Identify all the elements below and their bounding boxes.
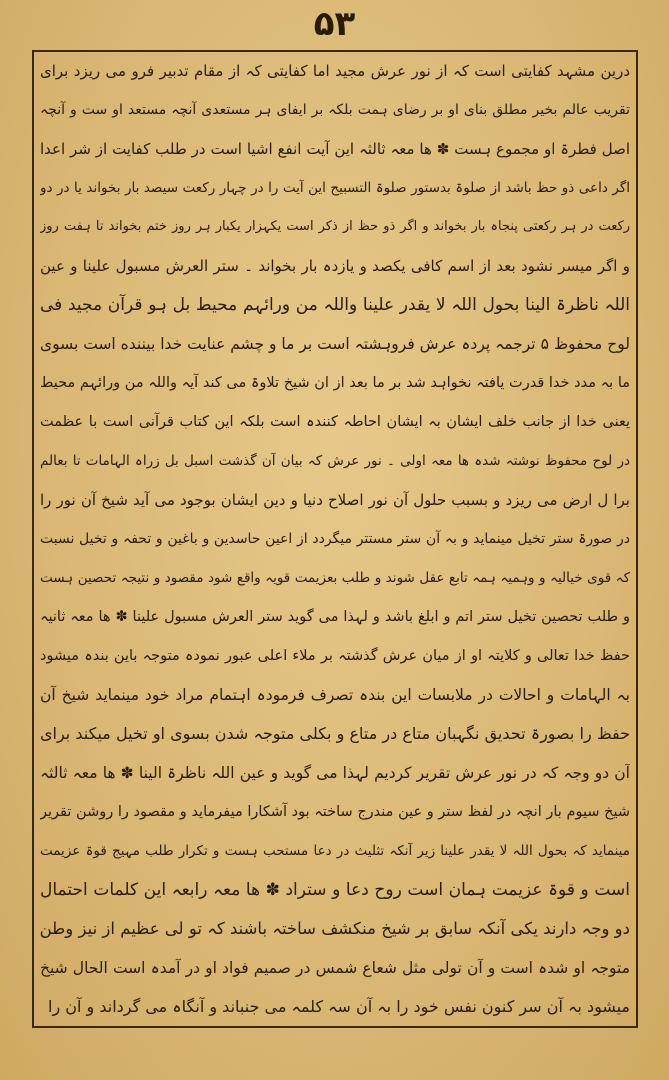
text-line: است و قوۃ عزیمت ہمان است روح دعا و ستراد ✽ ھا معہ رابعہ این کلمات احتمال [40, 880, 630, 900]
text-line: مینماید کہ بحول اللہ لا یقدر علینا زیر آنکہ تثلیث در دعا مستحب ہست و تکرار طلب مہیج قوۃ عزیمت [40, 843, 630, 859]
text-line: حفظ خدا تعالی و کلایتہ او از میان عرش گذشتہ بر ملاء اعلی عبور نمودہ متوجہ باین بندہ میشود [40, 648, 630, 664]
text-body [40, 56, 630, 1022]
text-line: ما بہ مدد خدا قدرت یافتہ نخواہد شد بر ما بعد از ان شیخ تلاوۃ می کند آیہ واللہ من ورائہم محیط [40, 375, 630, 391]
text-line: اللہ ناظرۃ الینا بحول اللہ لا یقدر علینا واللہ من ورائہم محیط بل ہو قرآن مجید فی [40, 295, 630, 315]
text-line: لوح محفوظ ۵ ترجمہ پردہ عرش فروہشتہ است بر ما و چشم عنایت خدا بیننده است بسوی [40, 335, 630, 353]
text-line: میشود بہ آن سر کنون نفس خود را بہ آن سہ کلمہ می جنباند و آنگاہ می گرداند و آن را [48, 997, 630, 1016]
text-line: و اگر میسر نشود بعد از اسم کافی یکصد و یازدہ بار بخواند ۔ ستر العرش مسبول علینا و عین [40, 257, 630, 275]
text-line: و طلب تحصین تخیل ستر اتم و ابلغ باشد و لہذا می گوید ستر العرش مسبول علینا ✽ ھا معہ ثانیہ [40, 609, 630, 625]
text-line: کہ قوی خیالیہ و وہمیہ ہمہ تابع عقل شوند و طلب بعزیمت قویہ واقع شود مقصود و نتیجہ تحصین ہست [40, 570, 630, 586]
text-line: رکعت در ہر رکعتی پنجاہ بار بخواند و اگر ذو حظ از ذکر است یکہزار یکبار ہر روز ختم بخواند تا ہفت روز [40, 219, 630, 234]
text-line: اگر داعی ذو حظ باشد از صلوۃ بدستور صلوۃ التسبیح این آیت را در چہار رکعت سیصد بار بخواند یا در دو [40, 180, 630, 196]
text-line: یعنی خدا از جانب خلف ایشان بہ ایشان احاطہ کنندہ است بلکہ این کتاب قرآنی است با عظمت [40, 414, 630, 430]
text-line: متوجہ او شدہ است و آن تولی مثل شعاع شمس در صمیم فواد او در آمدہ است الحال شیخ [40, 959, 630, 977]
text-line: آن دو وجہ کہ در نور عرش تقریر کردیم لہذا می گوید و عین اللہ ناظرۃ الینا ✽ ھا معہ ثالثہ [40, 764, 630, 782]
text-line: درین مشہد کفایتی است کہ از نور عرش مجید اما کفایتی کہ از مقام تدبیر فرو می ریزد برای [40, 62, 630, 80]
text-line: شیخ سیوم بار انچہ در لفظ ستر و عین مندرج ساختہ بود آشکارا میفرماید و مقصود را روشن تقریر [40, 804, 630, 820]
text-line: بہ الہامات و احالات در ملابسات این بندہ تصرف فرمودہ اہتمام مراد خود مینماید شیخ آن [40, 686, 630, 704]
text-line: در صورۃ ستر تخیل مینماید و بہ آن ستر مستتر میگردد از اعین حاسدین و باغین و تحفہ و تخیل نسبت [40, 531, 630, 547]
text-line: حفظ را بصورۃ تحدیق نگہبان متاع در متاع و بکلی متوجہ شدن بسوی او تخیل میکند برای [40, 724, 630, 743]
text-frame [32, 50, 638, 1028]
text-line: اصل فطرۃ او مجموع ہست ✽ ھا معہ ثالثہ این آیت انفع اشیا است در طلب کفایت از شر اعدا [40, 140, 630, 158]
text-line: دو وجہ دارند یکی آنکہ سابق بر شیخ منکشف ساختہ باشند کہ تو لی عظیم از نیز وطن [40, 919, 630, 938]
text-line: در لوح محفوظ نوشتہ شدہ ھا معہ اولی ۔ نور عرش کہ بیان آن گذشت اسبل بل زراہ الہامات تا بعالم [40, 453, 630, 469]
text-line: تقریب عالم بخیر مطلق بنای او بر رضای ہمت بلکہ بر ایفای ہر مستعدی آنچہ مستعد او ست و آنچہ [40, 102, 630, 118]
text-line: برا ل ارض می ریزد و بسبب حلول آن نور اصلاح دنیا و دین ایشان بوجود می آید شیخ آن نور را [40, 491, 630, 509]
page-number: ۵۳ [313, 4, 356, 44]
